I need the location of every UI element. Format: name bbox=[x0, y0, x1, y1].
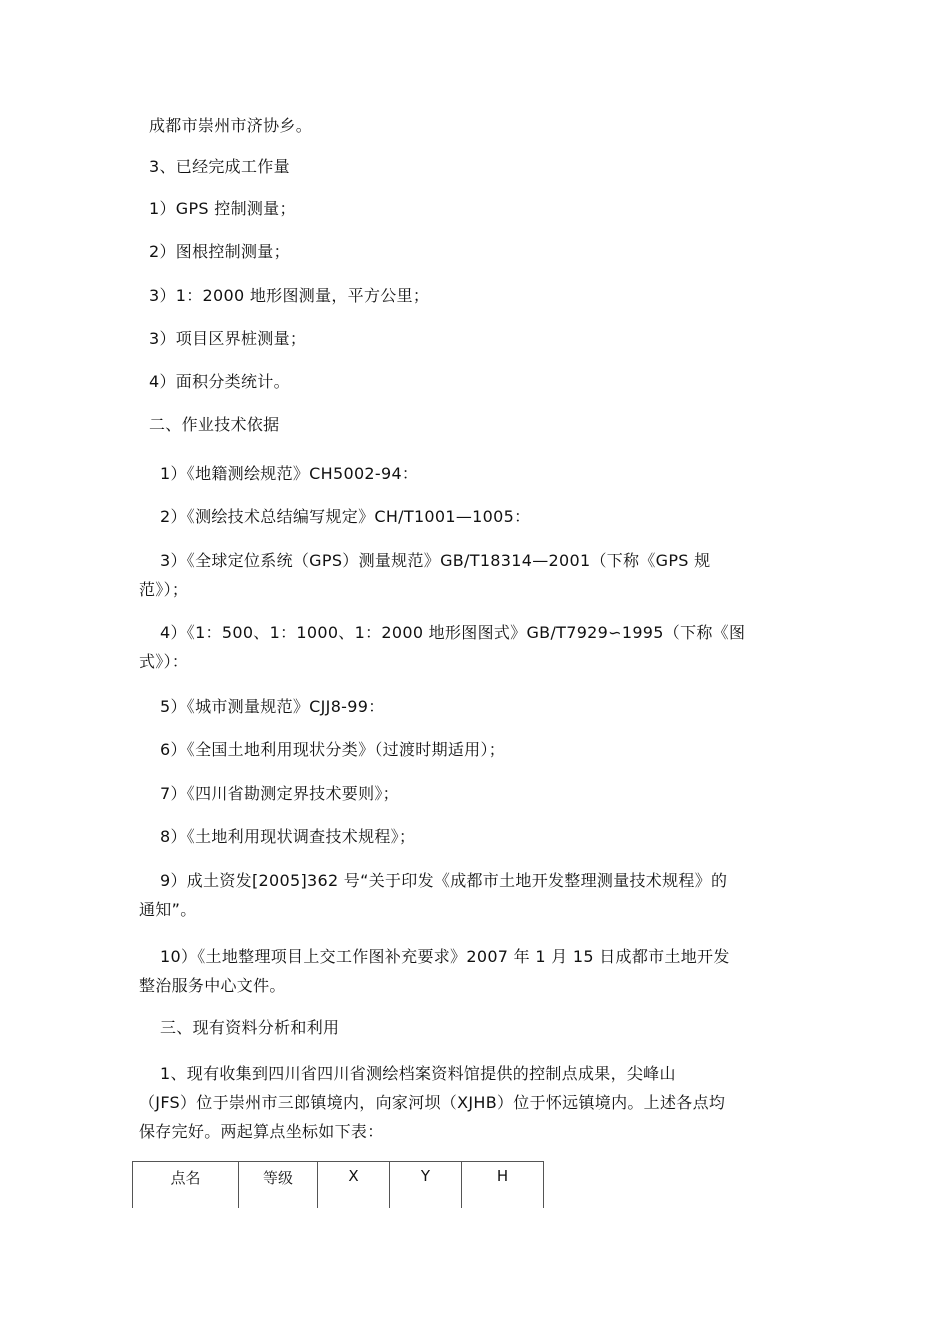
reference-item: 1）《地籍测绘规范》CH5002-94： bbox=[160, 464, 419, 483]
table-header-row bbox=[133, 1162, 544, 1208]
reference-line: 式》）： bbox=[139, 652, 189, 671]
column-header-y: Y bbox=[390, 1162, 462, 1208]
list-item: 3）项目区界桩测量； bbox=[149, 329, 307, 348]
reference-line: 10）《土地整理项目上交工作图补充要求》2007 年 1 月 15 日成都市土地开发 bbox=[160, 947, 730, 966]
list-item: 3）1：2000 地形图测量，平方公里； bbox=[149, 286, 430, 305]
list-item: 2）图根控制测量； bbox=[149, 242, 290, 261]
section-heading: 三、现有资料分析和利用 bbox=[160, 1018, 340, 1037]
reference-item: 7）《四川省勘测定界技术要则》； bbox=[160, 784, 399, 803]
reference-line: 4）《1：500、1：1000、1：2000 地形图图式》GB/T7929∽1995（下称《图 bbox=[160, 623, 746, 642]
section-heading: 3、已经完成工作量 bbox=[149, 157, 290, 176]
column-header-name: 点名 bbox=[133, 1162, 239, 1208]
paragraph-line: 保存完好。两起算点坐标如下表： bbox=[139, 1122, 384, 1141]
list-item: 1）GPS 控制测量； bbox=[149, 199, 296, 218]
paragraph-line: （JFS）位于崇州市三郎镇境内，向家河坝（XJHB）位于怀远镇境内。上述各点均 bbox=[139, 1093, 726, 1112]
reference-item: 5）《城市测量规范》CJJ8-99： bbox=[160, 697, 385, 716]
text-line: 成都市崇州市济协乡。 bbox=[149, 116, 313, 135]
reference-item bbox=[139, 866, 819, 924]
column-header-x: X bbox=[318, 1162, 390, 1208]
reference-line: 3）《全球定位系统（GPS）测量规范》GB/T18314—2001（下称《GPS 规 bbox=[160, 551, 711, 570]
list-item: 4）面积分类统计。 bbox=[149, 372, 290, 391]
column-header-grade: 等级 bbox=[239, 1162, 318, 1208]
column-header-h: H bbox=[462, 1162, 544, 1208]
reference-line: 范》）； bbox=[139, 580, 189, 599]
reference-item: 6）《全国土地利用现状分类》（过渡时期适用）； bbox=[160, 740, 506, 759]
reference-item bbox=[139, 618, 819, 676]
section-heading: 二、作业技术依据 bbox=[149, 415, 280, 434]
paragraph-line: 1、现有收集到四川省四川省测绘档案资料馆提供的控制点成果，尖峰山 bbox=[160, 1064, 676, 1083]
reference-item bbox=[139, 546, 819, 604]
reference-line: 9）成土资发[2005]362 号“关于印发《成都市土地开发整理测量技术规程》的 bbox=[160, 871, 728, 890]
reference-line: 通知”。 bbox=[139, 900, 197, 919]
reference-line: 整治服务中心文件。 bbox=[139, 976, 286, 995]
reference-item bbox=[139, 942, 819, 1000]
paragraph bbox=[139, 1059, 819, 1146]
reference-item: 8）《土地利用现状调查技术规程》； bbox=[160, 827, 416, 846]
reference-item: 2）《测绘技术总结编写规定》CH/T1001—1005： bbox=[160, 507, 531, 526]
coordinate-table bbox=[132, 1161, 544, 1208]
